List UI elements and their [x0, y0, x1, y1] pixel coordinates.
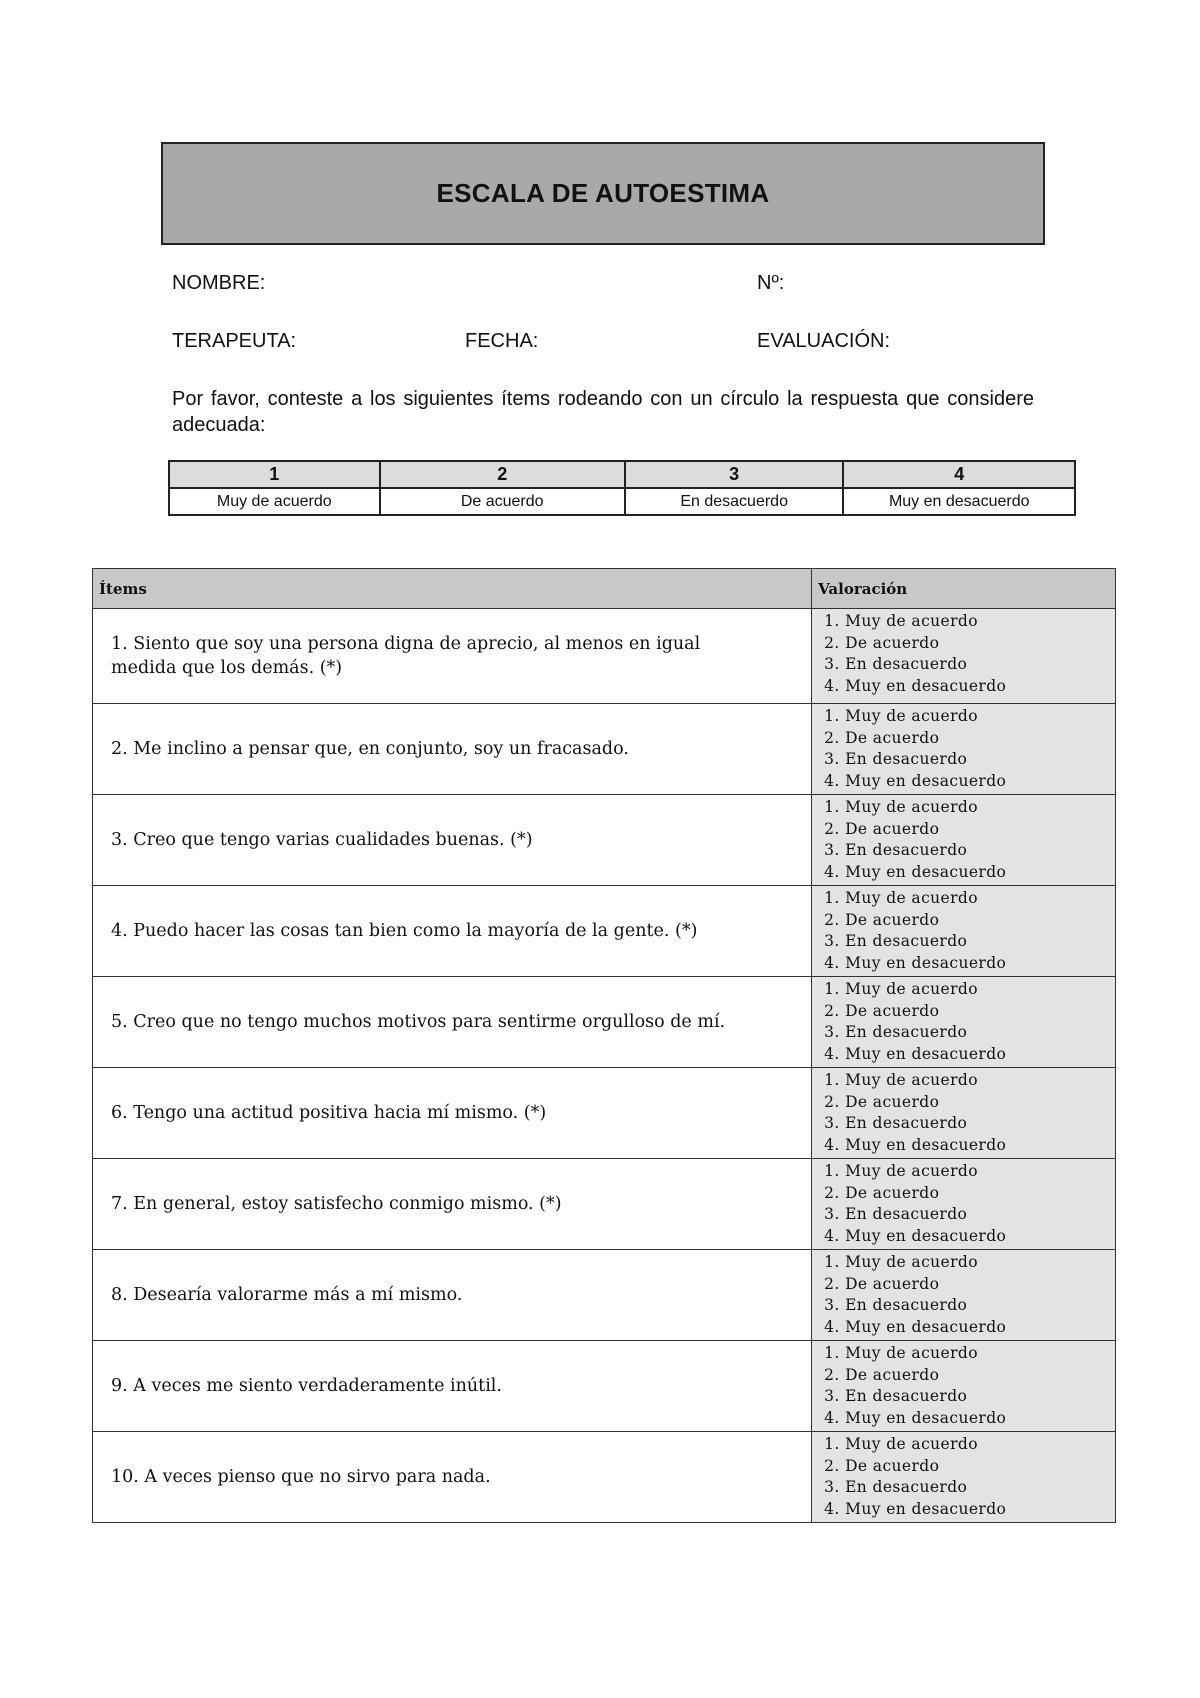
item-statement: 1. Siento que soy una persona digna de aprecio, al menos en igual medida que los demás. (*) — [111, 634, 701, 678]
rating-option[interactable]: 3. En desacuerdo — [824, 1205, 968, 1223]
rating-option[interactable]: 1. Muy de acuerdo — [824, 1435, 978, 1453]
rating-option[interactable]: 3. En desacuerdo — [824, 1478, 968, 1496]
scale-label: De acuerdo — [380, 488, 625, 515]
rating-option[interactable]: 2. De acuerdo — [824, 1365, 940, 1384]
rating-option[interactable]: 1. Muy de acuerdo — [824, 889, 978, 907]
item-cell — [93, 1432, 812, 1523]
table-row — [93, 1250, 1116, 1341]
title-banner — [161, 142, 1045, 245]
rating-option[interactable]: 4. Muy en desacuerdo — [824, 676, 1007, 695]
valoracion-header: Valoración — [812, 569, 1116, 609]
rating-option[interactable]: 2. De acuerdo — [824, 819, 940, 838]
rating-option[interactable]: 4. Muy en desacuerdo — [824, 1499, 1007, 1518]
rating-option[interactable]: 4. Muy en desacuerdo — [824, 771, 1007, 790]
table-row — [93, 886, 1116, 977]
rating-option[interactable]: 1. Muy de acuerdo — [824, 612, 978, 630]
rating-option[interactable]: 3. En desacuerdo — [824, 655, 968, 673]
rating-options-cell — [812, 1250, 1116, 1341]
table-row — [93, 704, 1116, 795]
rating-option[interactable]: 1. Muy de acuerdo — [824, 1071, 978, 1089]
table-row — [93, 1159, 1116, 1250]
rating-option[interactable]: 3. En desacuerdo — [824, 841, 968, 859]
rating-option[interactable]: 4. Muy en desacuerdo — [824, 1044, 1007, 1063]
rating-option[interactable]: 2. De acuerdo — [824, 1183, 940, 1202]
item-cell — [93, 1341, 812, 1432]
rating-options-cell — [812, 977, 1116, 1068]
table-row — [93, 1068, 1116, 1159]
rating-option[interactable]: 1. Muy de acuerdo — [824, 1162, 978, 1180]
item-statement: 10. A veces pienso que no sirvo para nada. — [111, 1467, 491, 1487]
rating-option[interactable]: 1. Muy de acuerdo — [824, 707, 978, 725]
item-cell — [93, 795, 812, 886]
table-row — [93, 795, 1116, 886]
rating-option[interactable]: 2. De acuerdo — [824, 633, 940, 652]
scale-labels-row — [169, 488, 1075, 515]
fecha-label: FECHA: — [465, 330, 539, 352]
rating-options-cell — [812, 795, 1116, 886]
item-statement: 8. Desearía valorarme más a mí mismo. — [111, 1285, 463, 1305]
scale-numbers-row — [169, 461, 1075, 488]
rating-options-cell — [812, 1432, 1116, 1523]
items-table-header — [93, 569, 1116, 609]
rating-option[interactable]: 3. En desacuerdo — [824, 932, 968, 950]
rating-option[interactable]: 4. Muy en desacuerdo — [824, 862, 1007, 881]
table-row — [93, 1432, 1116, 1523]
item-statement: 4. Puedo hacer las cosas tan bien como la mayoría de la gente. (*) — [111, 921, 698, 941]
rating-option[interactable]: 1. Muy de acuerdo — [824, 1253, 978, 1271]
evaluacion-label: EVALUACIÓN: — [757, 330, 890, 352]
rating-options-cell — [812, 704, 1116, 795]
rating-options-cell — [812, 609, 1116, 704]
rating-option[interactable]: 4. Muy en desacuerdo — [824, 1317, 1007, 1336]
scale-number: 2 — [380, 461, 625, 488]
rating-options-cell — [812, 1341, 1116, 1432]
rating-option[interactable]: 2. De acuerdo — [824, 728, 940, 747]
rating-option[interactable]: 1. Muy de acuerdo — [824, 1344, 978, 1362]
rating-option[interactable]: 4. Muy en desacuerdo — [824, 953, 1007, 972]
rating-option[interactable]: 4. Muy en desacuerdo — [824, 1226, 1007, 1245]
item-cell — [93, 609, 812, 704]
item-statement: 6. Tengo una actitud positiva hacia mí mismo. (*) — [111, 1103, 547, 1123]
item-cell — [93, 886, 812, 977]
rating-option[interactable]: 4. Muy en desacuerdo — [824, 1408, 1007, 1427]
rating-options-cell — [812, 1159, 1116, 1250]
item-statement: 7. En general, estoy satisfecho conmigo mismo. (*) — [111, 1194, 562, 1214]
rating-option[interactable]: 2. De acuerdo — [824, 1456, 940, 1475]
nombre-label: NOMBRE: — [172, 272, 266, 294]
item-statement: 2. Me inclino a pensar que, en conjunto, soy un fracasado. — [111, 739, 629, 759]
rating-option[interactable]: 1. Muy de acuerdo — [824, 798, 978, 816]
table-row — [93, 609, 1116, 704]
terapeuta-label: TERAPEUTA: — [172, 330, 297, 352]
item-statement: 3. Creo que tengo varias cualidades buenas. (*) — [111, 830, 533, 850]
page-title: ESCALA DE AUTOESTIMA — [436, 178, 770, 208]
scale-number: 3 — [625, 461, 844, 488]
scale-label: Muy de acuerdo — [169, 488, 380, 515]
rating-option[interactable]: 1. Muy de acuerdo — [824, 980, 978, 998]
table-row — [93, 977, 1116, 1068]
rating-option[interactable]: 3. En desacuerdo — [824, 1114, 968, 1132]
scale-number: 1 — [169, 461, 380, 488]
item-cell — [93, 1068, 812, 1159]
rating-option[interactable]: 2. De acuerdo — [824, 1001, 940, 1020]
rating-option[interactable]: 2. De acuerdo — [824, 1092, 940, 1111]
rating-option[interactable]: 3. En desacuerdo — [824, 1023, 968, 1041]
scale-label: Muy en desacuerdo — [843, 488, 1075, 515]
rating-option[interactable]: 2. De acuerdo — [824, 910, 940, 929]
item-cell — [93, 977, 812, 1068]
rating-option[interactable]: 4. Muy en desacuerdo — [824, 1135, 1007, 1154]
rating-options-cell — [812, 1068, 1116, 1159]
table-row — [93, 1341, 1116, 1432]
item-cell — [93, 1250, 812, 1341]
rating-options-cell — [812, 886, 1116, 977]
rating-option[interactable]: 3. En desacuerdo — [824, 1296, 968, 1314]
item-cell — [93, 704, 812, 795]
scale-number: 4 — [843, 461, 1075, 488]
numero-label: Nº: — [757, 272, 785, 294]
items-header: Ítems — [93, 569, 812, 609]
item-statement: 5. Creo que no tengo muchos motivos para sentirme orgulloso de mí. — [111, 1012, 726, 1032]
items-table — [92, 568, 1116, 1523]
rating-option[interactable]: 2. De acuerdo — [824, 1274, 940, 1293]
instructions-text: Por favor, conteste a los siguientes ítems rodeando con un círculo la respuesta que considere adecuada: — [172, 388, 1034, 436]
scale-label: En desacuerdo — [625, 488, 844, 515]
rating-option[interactable]: 3. En desacuerdo — [824, 750, 968, 768]
item-statement: 9. A veces me siento verdaderamente inútil. — [111, 1376, 502, 1396]
response-scale-table — [168, 460, 1076, 516]
item-cell — [93, 1159, 812, 1250]
rating-option[interactable]: 3. En desacuerdo — [824, 1387, 968, 1405]
